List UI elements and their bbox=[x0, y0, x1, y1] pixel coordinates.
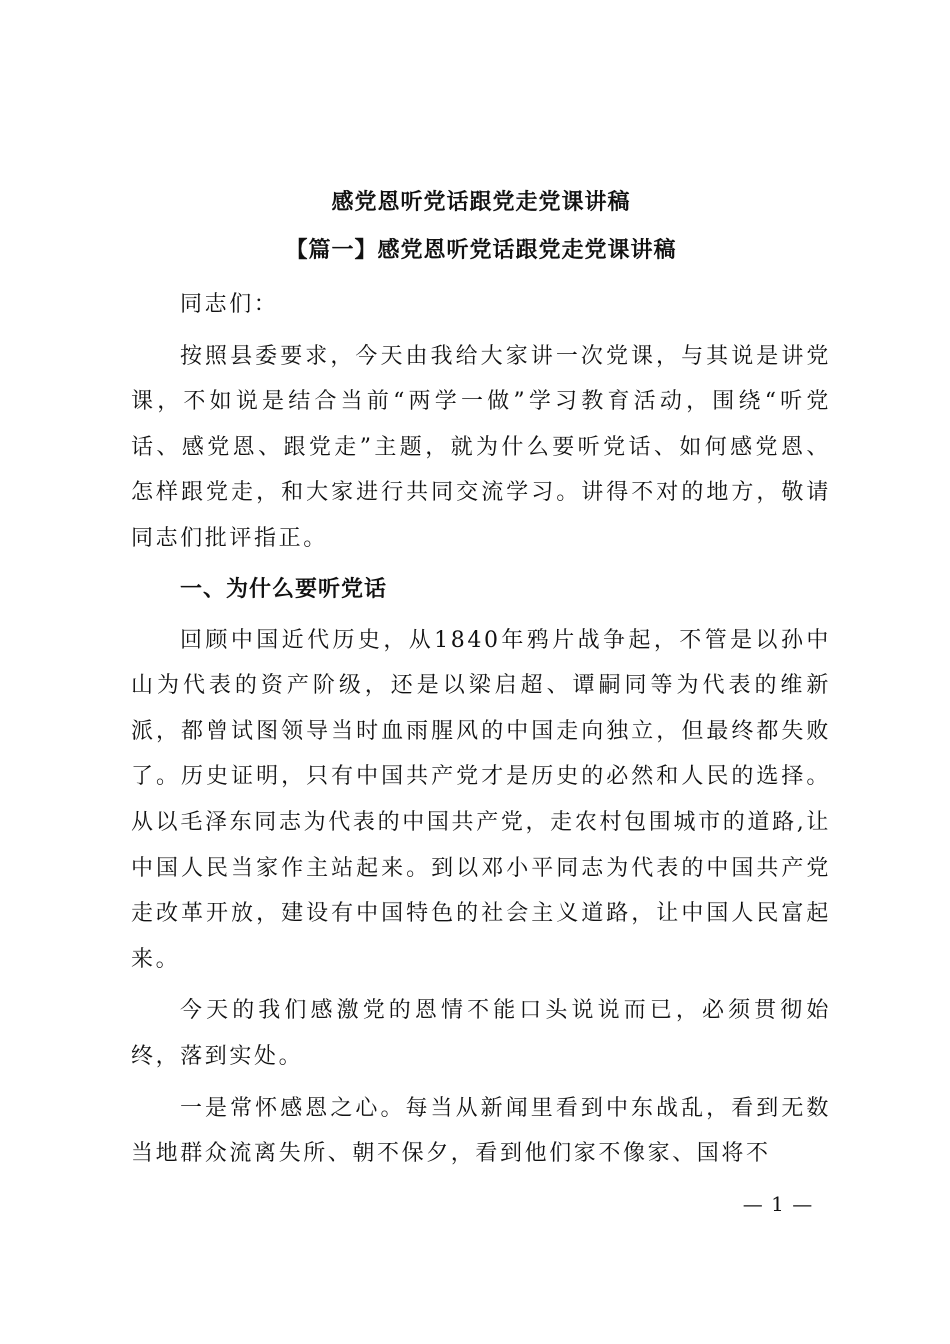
point-one-paragraph: 一是常怀感恩之心。每当从新闻里看到中东战乱，看到无数当地群众流离失所、朝不保夕，看到他们家不像家、国将不 bbox=[131, 1095, 831, 1167]
document-subtitle: 【篇一】感党恩听党话跟党走党课讲稿 bbox=[285, 237, 677, 263]
section-heading: 一、为什么要听党话 bbox=[180, 576, 388, 602]
gratitude-paragraph: 今天的我们感激党的恩情不能口头说说而已，必须贯彻始终，落到实处。 bbox=[131, 998, 831, 1069]
history-paragraph: 回顾中国近代历史，从1840年鸦片战争起，不管是以孙中山为代表的资产阶级，还是以梁启超、谭嗣同等为代表的维新派，都曾试图领导当时血雨腥风的中国走向独立，但最终都失败了。历史证明，只有中国共产党才是历史的必然和人民的选择。从以毛泽东同志为代表的中国共产党，走农村包围城市的道路,让中国人民当家作主站起来。到以邓小平同志为代表的中国共产党走改革开放，建设有中国特色的社会主义道路，让中国人民富起来。 bbox=[131, 627, 831, 972]
page-number: — 1 — bbox=[742, 1192, 814, 1216]
intro-paragraph: 按照县委要求，今天由我给大家讲一次党课，与其说是讲党课，不如说是结合当前“两学一做”学习教育活动，围绕“听党话、感党恩、跟党走”主题，就为什么要听党话、如何感党恩、怎样跟党走，和大家进行共同交流学习。讲得不对的地方，敬请同志们批评指正。 bbox=[131, 343, 831, 551]
document-title: 感党恩听党话跟党走党课讲稿 bbox=[331, 189, 631, 215]
document-body bbox=[131, 182, 831, 1183]
greeting-paragraph: 同志们： bbox=[180, 292, 279, 317]
